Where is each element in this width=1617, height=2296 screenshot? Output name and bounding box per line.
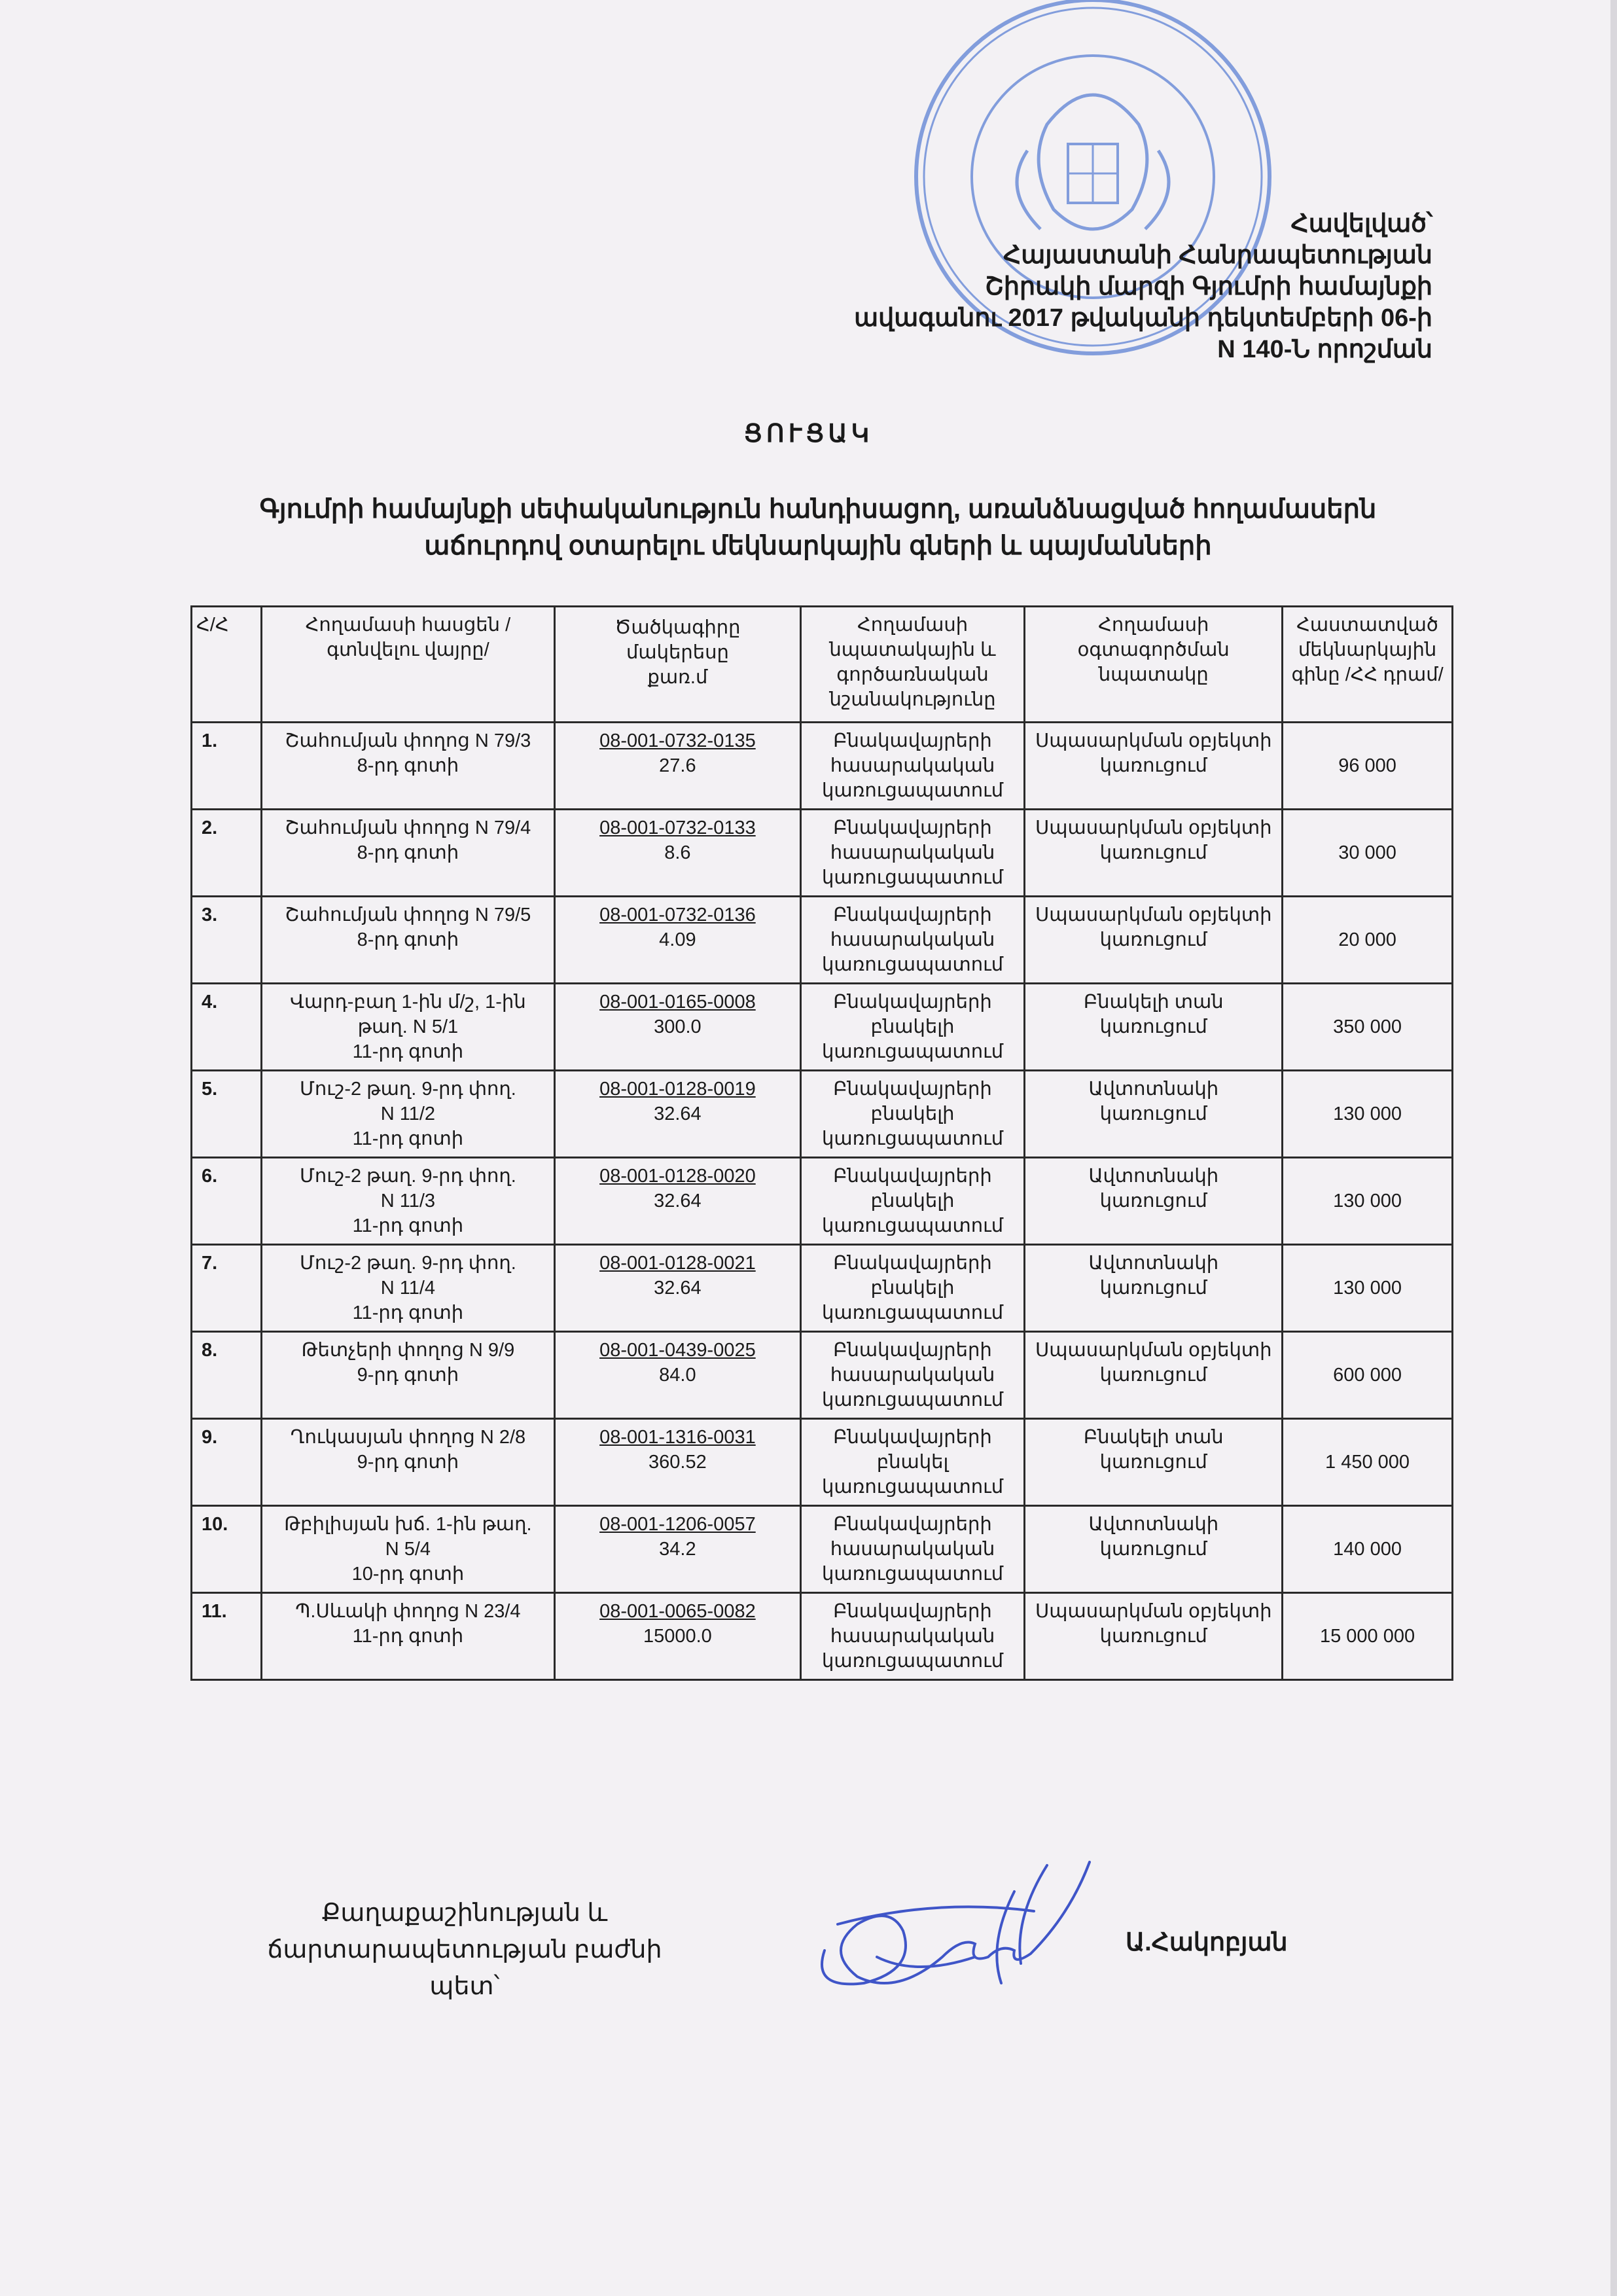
purpose-line: բնակել [876, 1452, 949, 1473]
purpose-line: բնակելի [870, 1103, 955, 1124]
purpose-line: հասարակական [830, 755, 995, 776]
cell-address [261, 1158, 554, 1245]
purpose-line: Բնակավայրերի [833, 730, 992, 751]
area-value: 32.64 [654, 1191, 702, 1211]
purpose-line: կառուցապատում [821, 1564, 1004, 1585]
table-row [192, 1332, 1453, 1419]
page-edge [1610, 0, 1617, 2296]
area-value: 27.6 [659, 755, 696, 776]
cell-use [1025, 1071, 1283, 1158]
area-value: 15000.0 [643, 1626, 712, 1647]
purpose-line: Բնակավայրերի [833, 1340, 992, 1361]
table-row [192, 1158, 1453, 1245]
address-line: Թետչերի փողոց N 9/9 [301, 1340, 515, 1361]
table-row [192, 810, 1453, 897]
purpose-line: հասարակական [830, 1539, 995, 1560]
cell-address [261, 1419, 554, 1506]
cell-address [261, 1506, 554, 1593]
cell-price: 350 000 [1283, 984, 1453, 1071]
cell-use [1025, 723, 1283, 810]
purpose-line: Բնակավայրերի [833, 1079, 992, 1100]
use-line: Ավտոտնակի [1088, 1079, 1219, 1100]
address-line: 11-րդ գոտի [352, 1626, 464, 1647]
cell-use [1025, 810, 1283, 897]
purpose-line: հասարակական [830, 929, 995, 950]
cell-use [1025, 897, 1283, 984]
purpose-line: հասարակական [830, 842, 995, 863]
cell-purpose [800, 1593, 1025, 1680]
use-line: կառուցում [1099, 842, 1207, 863]
document-subtitle [196, 491, 1440, 564]
cell-use [1025, 1419, 1283, 1506]
cell-code-area [555, 984, 801, 1071]
use-line: Սպասարկման օբյեկտի [1035, 1601, 1272, 1622]
table-row [192, 723, 1453, 810]
position-line: Քաղաքաշինության և [321, 1899, 608, 1927]
cell-address [261, 1071, 554, 1158]
header-purpose: Հողամասի նպատակային և գործառնական նշանակությունը [800, 607, 1025, 723]
purpose-line: բնակելի [870, 1191, 955, 1211]
use-line: Սպասարկման օբյեկտի [1035, 817, 1272, 838]
use-line: Սպասարկման օբյեկտի [1035, 730, 1272, 751]
use-line: կառուցում [1099, 1278, 1207, 1299]
area-value: 360.52 [649, 1452, 707, 1473]
address-line: 8-րդ գոտի [357, 929, 459, 950]
address-line: 9-րդ գոտի [357, 1365, 459, 1386]
cadastral-code: 08-001-0732-0133 [599, 817, 756, 838]
purpose-line: կառուցապատում [821, 1128, 1004, 1149]
cell-price: 96 000 [1283, 723, 1453, 810]
area-value: 32.64 [654, 1103, 702, 1124]
address-line: 9-րդ գոտի [357, 1452, 459, 1473]
cell-price: 15 000 000 [1283, 1593, 1453, 1680]
use-line: կառուցում [1099, 1539, 1207, 1560]
use-line: կառուցում [1099, 1103, 1207, 1124]
row-number: 10. [192, 1506, 262, 1593]
handwritten-signature [798, 1852, 1139, 2009]
table-row [192, 1419, 1453, 1506]
use-line: կառուցում [1099, 929, 1207, 950]
use-line: կառուցում [1099, 1016, 1207, 1037]
cell-code-area [555, 1245, 801, 1332]
cell-price: 130 000 [1283, 1245, 1453, 1332]
cell-use [1025, 984, 1283, 1071]
address-line: Վարդ-բաղ 1-ին մ/շ, 1-ին [290, 992, 526, 1013]
cadastral-code: 08-001-0732-0136 [599, 905, 756, 925]
row-number: 1. [192, 723, 262, 810]
cell-code-area [555, 723, 801, 810]
cell-address [261, 723, 554, 810]
address-line: N 11/2 [380, 1103, 436, 1124]
approval-line: Հայաստանի Հանրապետության [1003, 242, 1432, 269]
row-number: 5. [192, 1071, 262, 1158]
address-line: Ղուկասյան փողոց N 2/8 [290, 1427, 526, 1448]
purpose-line: Բնակավայրերի [833, 1427, 992, 1448]
cell-purpose [800, 1245, 1025, 1332]
header-code-area: Ծածկագիրը մակերեսը քառ.մ [555, 607, 801, 723]
table-row [192, 1071, 1453, 1158]
cell-price: 20 000 [1283, 897, 1453, 984]
cell-purpose [800, 984, 1025, 1071]
address-line: N 11/3 [380, 1191, 436, 1211]
cell-purpose [800, 1071, 1025, 1158]
cell-address [261, 1593, 554, 1680]
header-address: Հողամասի հասցեն /գտնվելու վայրը/ [261, 607, 554, 723]
cadastral-code: 08-001-1316-0031 [599, 1427, 756, 1448]
cell-code-area [555, 1158, 801, 1245]
row-number: 9. [192, 1419, 262, 1506]
cell-price: 1 450 000 [1283, 1419, 1453, 1506]
cadastral-code: 08-001-0065-0082 [599, 1601, 756, 1622]
use-line: կառուցում [1099, 1191, 1207, 1211]
address-line: Մուշ-2 թաղ. 9-րդ փող. [299, 1079, 516, 1100]
cadastral-code: 08-001-0732-0135 [599, 730, 756, 751]
row-number: 6. [192, 1158, 262, 1245]
address-line: Պ.Սևակի փողոց N 23/4 [295, 1601, 521, 1622]
cell-price: 130 000 [1283, 1158, 1453, 1245]
cadastral-code: 08-001-0128-0020 [599, 1166, 756, 1187]
address-line: 8-րդ գոտի [357, 755, 459, 776]
address-line: 8-րդ գոտի [357, 842, 459, 863]
purpose-line: Բնակավայրերի [833, 1166, 992, 1187]
address-line: Մուշ-2 թաղ. 9-րդ փող. [299, 1253, 516, 1274]
cell-purpose [800, 1332, 1025, 1419]
cell-use [1025, 1593, 1283, 1680]
address-line: N 5/4 [385, 1539, 431, 1560]
purpose-line: կառուցապատում [821, 1390, 1004, 1410]
purpose-line: կառուցապատում [821, 1477, 1004, 1498]
table-row [192, 1593, 1453, 1680]
address-line: Շահումյան փողոց N 79/3 [285, 730, 531, 751]
purpose-line: կառուցապատում [821, 867, 1004, 888]
cell-price: 600 000 [1283, 1332, 1453, 1419]
cell-purpose [800, 810, 1025, 897]
use-line: կառուցում [1099, 755, 1207, 776]
table-row [192, 897, 1453, 984]
cadastral-code: 08-001-1206-0057 [599, 1514, 756, 1535]
cell-address [261, 1245, 554, 1332]
signatory-position [236, 1895, 694, 2005]
land-plots-table [190, 605, 1453, 1681]
cadastral-code: 08-001-0128-0019 [599, 1079, 756, 1100]
cadastral-code: 08-001-0439-0025 [599, 1340, 756, 1361]
cell-address [261, 897, 554, 984]
address-line: Շահումյան փողոց N 79/4 [285, 817, 531, 838]
document-title: ՑՈՒՑԱԿ [743, 420, 874, 448]
approval-line: Հավելված՝ [1290, 210, 1432, 238]
cell-use [1025, 1245, 1283, 1332]
cell-price: 140 000 [1283, 1506, 1453, 1593]
purpose-line: կառուցապատում [821, 1041, 1004, 1062]
cell-purpose [800, 1158, 1025, 1245]
cell-use [1025, 1506, 1283, 1593]
header-price: Հաստատված մեկնարկային գինը /ՀՀ դրամ/ [1283, 607, 1453, 723]
subtitle-line: աճուրդով օտարելու մեկնարկային գների և պայմանների [424, 531, 1212, 560]
row-number: 4. [192, 984, 262, 1071]
cell-purpose [800, 1506, 1025, 1593]
approval-line: N 140-Ն որոշման [1217, 336, 1432, 363]
cell-code-area [555, 1332, 801, 1419]
address-line: թաղ. N 5/1 [357, 1016, 459, 1037]
address-line: Շահումյան փողոց N 79/5 [285, 905, 531, 925]
address-line: 11-րդ գոտի [352, 1302, 464, 1323]
purpose-line: կառուցապատում [821, 1651, 1004, 1672]
cadastral-code: 08-001-0128-0021 [599, 1253, 756, 1274]
address-line: 11-րդ գոտի [352, 1041, 464, 1062]
use-line: կառուցում [1099, 1626, 1207, 1647]
table-row [192, 1245, 1453, 1332]
purpose-line: կառուցապատում [821, 1302, 1004, 1323]
approval-line: ավագանու 2017 թվականի դեկտեմբերի 06-ի [854, 304, 1432, 332]
address-line: 11-րդ գոտի [352, 1128, 464, 1149]
position-line: ճարտարապետության բաժնի պետ՝ [267, 1936, 662, 2000]
cell-purpose [800, 723, 1025, 810]
address-line: 10-րդ գոտի [351, 1564, 465, 1585]
approval-line: Շիրակի մարզի Գյումրի համայնքի [985, 273, 1432, 300]
address-line: N 11/4 [380, 1278, 436, 1299]
header-use: Հողամասի օգտագործման նպատակը [1025, 607, 1283, 723]
cell-code-area [555, 1506, 801, 1593]
row-number: 7. [192, 1245, 262, 1332]
area-value: 300.0 [654, 1016, 702, 1037]
purpose-line: Բնակավայրերի [833, 1514, 992, 1535]
cell-purpose [800, 1419, 1025, 1506]
table-row [192, 1506, 1453, 1593]
area-value: 4.09 [659, 929, 696, 950]
purpose-line: Բնակավայրերի [833, 992, 992, 1013]
cell-code-area [555, 1419, 801, 1506]
purpose-line: Բնակավայրերի [833, 817, 992, 838]
purpose-line: Բնակավայրերի [833, 905, 992, 925]
use-line: Բնակելի տան [1083, 1427, 1224, 1448]
row-number: 11. [192, 1593, 262, 1680]
cell-price: 30 000 [1283, 810, 1453, 897]
cell-price: 130 000 [1283, 1071, 1453, 1158]
purpose-line: բնակելի [870, 1016, 955, 1037]
header-number: Հ/Հ [192, 607, 262, 723]
approval-note [854, 208, 1432, 365]
area-value: 32.64 [654, 1278, 702, 1299]
use-line: Բնակելի տան [1083, 992, 1224, 1013]
area-value: 8.6 [664, 842, 691, 863]
row-number: 2. [192, 810, 262, 897]
purpose-line: հասարակական [830, 1626, 995, 1647]
purpose-line: կառուցապատում [821, 1215, 1004, 1236]
purpose-line: հասարակական [830, 1365, 995, 1386]
cell-code-area [555, 810, 801, 897]
cell-use [1025, 1158, 1283, 1245]
address-line: Թբիլիսյան խճ. 1-ին թաղ. [284, 1514, 532, 1535]
cell-use [1025, 1332, 1283, 1419]
area-value: 34.2 [659, 1539, 696, 1560]
use-line: կառուցում [1099, 1452, 1207, 1473]
purpose-line: Բնակավայրերի [833, 1601, 992, 1622]
use-line: Ավտոտնակի [1088, 1514, 1219, 1535]
cell-address [261, 984, 554, 1071]
row-number: 8. [192, 1332, 262, 1419]
purpose-line: կառուցապատում [821, 954, 1004, 975]
address-line: 11-րդ գոտի [352, 1215, 464, 1236]
purpose-line: բնակելի [870, 1278, 955, 1299]
cell-code-area [555, 897, 801, 984]
address-line: Մուշ-2 թաղ. 9-րդ փող. [299, 1166, 516, 1187]
table-row [192, 984, 1453, 1071]
cell-code-area [555, 1071, 801, 1158]
table-header-row [192, 607, 1453, 723]
purpose-line: կառուցապատում [821, 780, 1004, 801]
use-line: Ավտոտնակի [1088, 1166, 1219, 1187]
row-number: 3. [192, 897, 262, 984]
cadastral-code: 08-001-0165-0008 [599, 992, 756, 1013]
subtitle-line: Գյումրի համայնքի սեփականություն հանդիսացող, առանձնացված հողամասերն [259, 495, 1377, 524]
cell-code-area [555, 1593, 801, 1680]
signatory-name: Ա.Հակոբյան [1126, 1929, 1288, 1956]
use-line: Սպասարկման օբյեկտի [1035, 905, 1272, 925]
use-line: Սպասարկման օբյեկտի [1035, 1340, 1272, 1361]
cell-address [261, 1332, 554, 1419]
cell-purpose [800, 897, 1025, 984]
purpose-line: Բնակավայրերի [833, 1253, 992, 1274]
use-line: կառուցում [1099, 1365, 1207, 1386]
cell-address [261, 810, 554, 897]
area-value: 84.0 [659, 1365, 696, 1386]
use-line: Ավտոտնակի [1088, 1253, 1219, 1274]
